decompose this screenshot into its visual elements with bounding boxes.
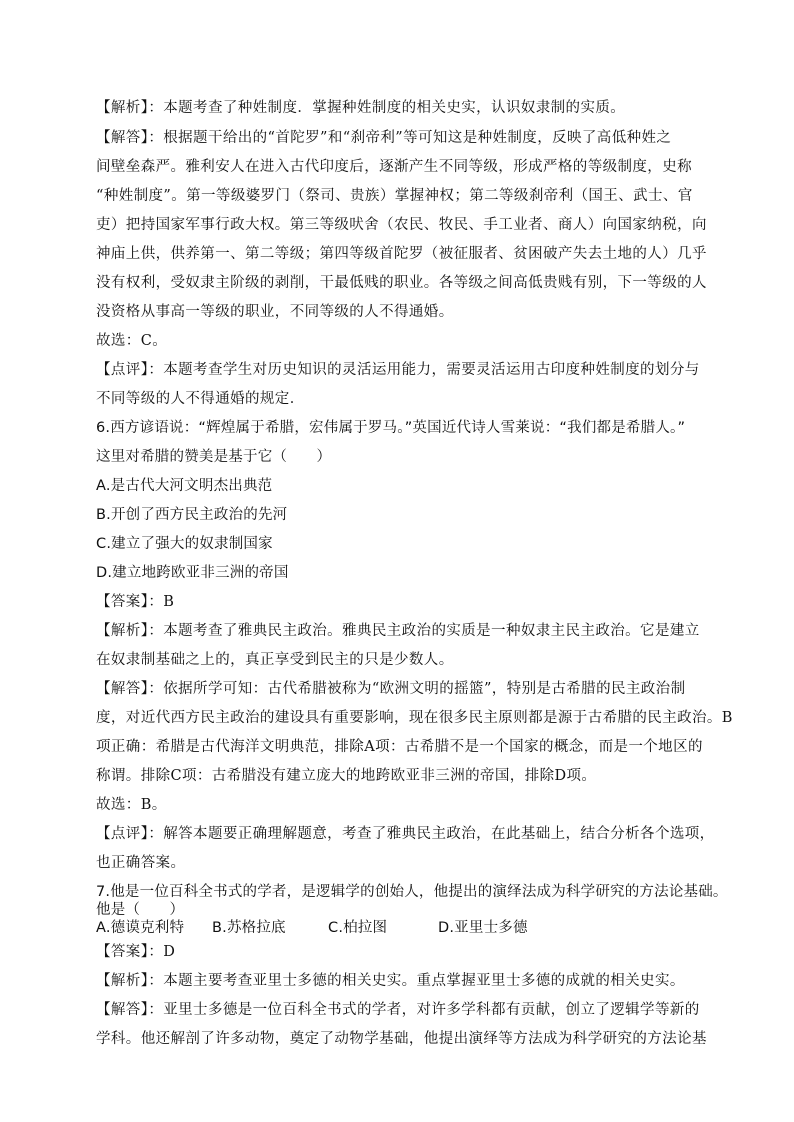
q6-option-b: B.开创了西方民主政治的先河 xyxy=(96,507,288,523)
q6-solution-line-3: 项正确：希腊是古代海洋文明典范，排除A项：古希腊不是一个国家的概念，而是一个地区的 xyxy=(96,739,703,755)
q6-solution-line-1: 【解答】：依据所学可知：古代希腊被称为“欧洲文明的摇篮”，特别是古希腊的民主政治制 xyxy=(96,681,686,697)
q6-option-d: D.建立地跨欧亚非三洲的帝国 xyxy=(96,565,289,581)
q7-option-b: B.苏格拉底 xyxy=(212,920,286,936)
q7-option-a: A.德谟克利特 xyxy=(96,920,185,936)
q6-comment-line-1: 【点评】：解答本题要正确理解题意，考查了雅典民主政治，在此基础上，结合分析各个选项， xyxy=(96,826,715,842)
q6-answer: 【答案】：B xyxy=(96,594,175,610)
q5-analysis-line: 【解析】：本题考查了种姓制度．掌握种姓制度的相关史实，认识奴隶制的实质。 xyxy=(96,100,626,116)
q5-solution-line-1: 【解答】：根据题干给出的“首陀罗”和“刹帝利”等可知这是种姓制度，反映了高低种姓之 xyxy=(96,130,672,146)
q5-solution-line-4: 吏）把持国家军事行政大权。第三等级吠舍（农民、牧民、手工业者、商人）向国家纳税，向 xyxy=(96,217,707,233)
q7-stem-line-1: 7.他是一位百科全书式的学者，是逻辑学的创始人，他提出的演绎法成为科学研究的方法论基础。 xyxy=(96,884,728,900)
q6-solution-line-4: 称谓。排除C项：古希腊没有建立庞大的地跨欧亚非三洲的帝国，排除D项。 xyxy=(96,768,597,784)
q6-choice: 故选：B。 xyxy=(96,797,167,813)
q7-solution-line-2: 学科。他还解剖了许多动物，奠定了动物学基础，他提出演绎等方法成为科学研究的方法论基 xyxy=(96,1031,707,1047)
q6-stem-line-2: 这里对希腊的赞美是基于它（ ） xyxy=(96,449,332,465)
q7-option-d: D.亚里士多德 xyxy=(438,920,528,936)
q5-comment-line-2: 不同等级的人不得通婚的规定． xyxy=(96,391,305,407)
q5-solution-line-3: “种姓制度”。第一等级婆罗门（祭司、贵族）掌握神权；第二等级刹帝利（国王、武士、官 xyxy=(96,188,693,204)
q5-solution-line-7: 没资格从事高一等级的职业，不同等级的人不得通婚。 xyxy=(96,304,454,320)
q6-solution-line-2: 度，对近代西方民主政治的建设具有重要影响，现在很多民主原则都是源于古希腊的民主政治。B xyxy=(96,710,733,726)
q6-option-c: C.建立了强大的奴隶制国家 xyxy=(96,536,273,552)
q5-choice: 故选：C。 xyxy=(96,333,168,349)
q5-solution-line-2: 间壁垒森严。雅利安人在进入古代印度后，逐渐产生不同等级，形成严格的等级制度，史称 xyxy=(96,159,692,175)
q7-solution-line-1: 【解答】：亚里士多德是一位百科全书式的学者，对许多学科都有贡献，创立了逻辑学等新的 xyxy=(96,1002,700,1018)
q6-option-a: A.是古代大河文明杰出典范 xyxy=(96,478,273,494)
q6-analysis-line-1: 【解析】：本题考查了雅典民主政治。雅典民主政治的实质是一种奴隶主民主政治。它是建立 xyxy=(96,623,700,639)
q6-stem-line-1: 6.西方谚语说：“辉煌属于希腊，宏伟属于罗马。”英国近代诗人雪莱说：“我们都是希腊人。” xyxy=(96,420,686,436)
q5-comment-line-1: 【点评】：本题考查学生对历史知识的灵活运用能力，需要灵活运用古印度种姓制度的划分与 xyxy=(96,362,700,378)
q5-solution-line-6: 没有权利，受奴隶主阶级的剥削，干最低贱的职业。各等级之间高低贵贱有别，下一等级的人 xyxy=(96,275,707,291)
q5-solution-line-5: 神庙上供，供养第一、第二等级；第四等级首陀罗（被征服者、贫困破产失去土地的人）几乎 xyxy=(96,246,707,262)
q6-analysis-line-2: 在奴隶制基础之上的，真正享受到民主的只是少数人。 xyxy=(96,652,454,668)
q7-analysis-line: 【解析】：本题主要考查亚里士多德的相关史实。重点掌握亚里士多德的成就的相关史实。 xyxy=(96,973,685,989)
q7-option-c: C.柏拉图 xyxy=(328,920,388,936)
q7-answer: 【答案】：D xyxy=(96,944,176,960)
q7-options-row xyxy=(96,916,696,936)
q6-comment-line-2: 也正确答案。 xyxy=(96,855,186,871)
q7-stem-line-2: 他是（ ） xyxy=(96,902,185,918)
